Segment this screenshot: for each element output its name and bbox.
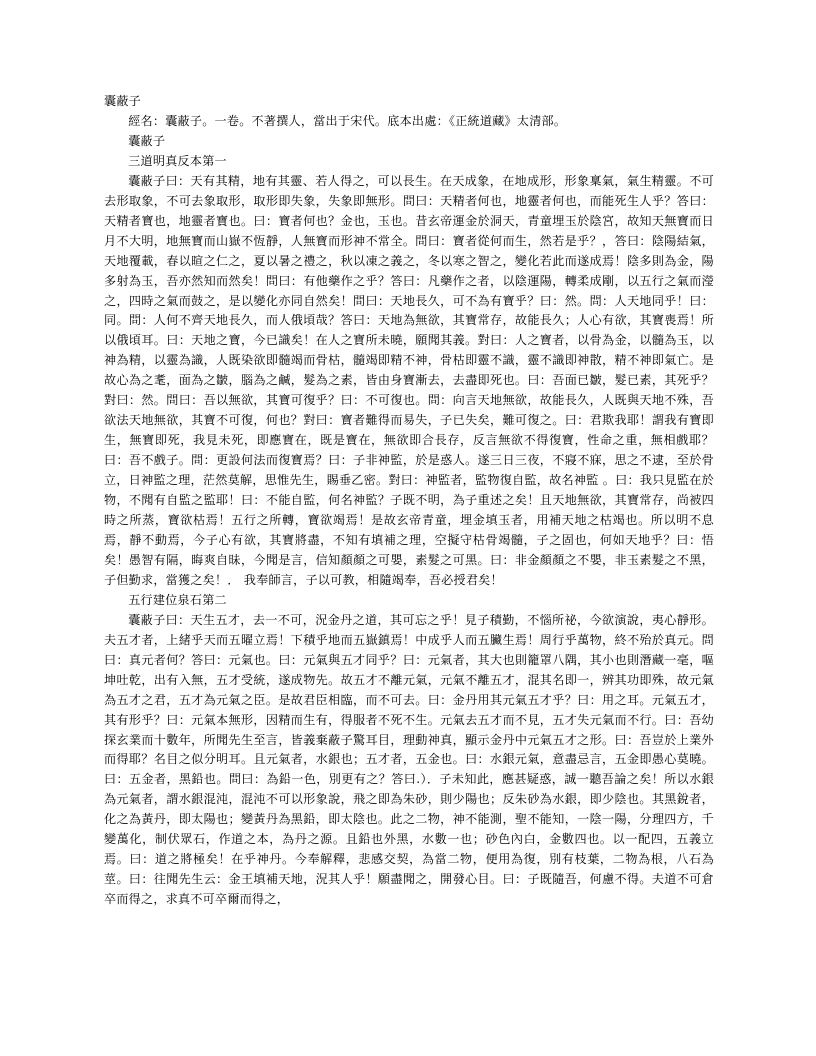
chapter-heading-two: 五行建位泉石第二 <box>128 592 227 607</box>
chapter-one-body: 囊蔽子曰：天有其精，地有其靈、若人得之，可以長生。在天成象，在地成形，形象稟氣，氣生精靈。不可去形取象，不可去象取形，取形即失象，失象即無形。問曰：天精者何也，地靈者何也，而能死生人乎？答曰：天精者寶也，地靈者寶也。曰：寶者何也？金也，玉也。昔玄帝運金於洞天，青童埋玉於陰宮，故知天無寶而日月不大明，地無寶而山嶽不恆靜，人無寶而形神不常全。問曰：寶者從何而生，然若是乎？，答曰：陰陽結氣，天地覆載，春以暄之仁之，夏以暑之禮之，秋以凍之義之，冬以寒之智之，變化若此而遂成焉！陰多則為金，陽多射為玉，吾亦然知而然矣！問曰：有他藥作之乎？答曰：凡藥作之者，以陰運陽，轉柔成剛，以五行之氣而瀅之，四時之氣而鼓之，是以變化亦同自然矣！問曰：天地長久，可不為有寶乎？曰：然。問：人天地同乎！曰：同。問：人何不齊天地長久，而人俄頃哉？答曰：天地為無欲，其寶常存，故能長久；人心有欲，其寶喪焉！所以俄頃耳。曰：天地之寶，今已識矣！在人之寶所未曉，願聞其義。對曰：人之寶者，以骨為金，以髓為玉，以神為精，以靈為識，人既染欲即髓竭而骨枯，髓竭即精不神，骨枯即靈不識，靈不識即神散，精不神即氣亡。是故心為之耄，面為之皺，腦為之鹹，髮為之素，皆由身寶漸去，去盡即死也。曰：吾面已皺，髮已素，其死乎？對曰：然。問曰：吾以無欲，其寶可復乎？曰：不可復也。問：向言天地無欲，故能長久，人既與天地不殊，吾欲法天地無欲，其寶不可復，何也？對曰：寶者難得而易失，子已失矣，難可復之。曰：君欺我耶！謂我有寶即生，無寶即死，我見未死，即應寶在，既是寶在，無欲即合長存，反言無欲不得復寶，性命之重，無相戲耶？曰：吾不戲子。問：更設何法而復寶焉？曰：子非神監，於是惑人。遂三日三夜，不寢不寐，思之不逮，至於骨立，日神監之理，茫然莫解，思惟先生，賜垂乙密。對曰：神監者，監物復自監，故名神監 。曰：我只見監在於物，不聞有自監之監耶！曰：不能自監，何名神監？子既不明，為子重述之矣！且天地無欲，其寶常存，尚被四時之所蒸，寶欲枯焉！五行之所轉，寶欲竭焉！是故玄帝青童，埋金填玉者，用補天地之枯竭也。所以明不息焉，靜不動焉，今子心有欲，其寶將盡，不知有填補之理，空擬守枯骨竭髓，子之固也，何如天地乎？曰：悟矣！愚智有隔，晦爽自昧，今聞是言，信知顏顏之可嬰，素髮之可黑。曰：非金顏顏之不嬰，非玉素髮之不黑，子但勤求，當獲之矣！． 我奉師言，子以可教，相隨竭奉，吾必授君矣！ <box>104 173 714 587</box>
document-title: 囊蔽子 <box>104 94 142 108</box>
chapter-heading-one: 三道明真反本第一 <box>128 153 227 168</box>
chapter-two-body: 囊蔽子曰：天生五才，去一不可，況金丹之道，其可忘之乎！見子積勤，不惱所祕，今欲演說，夷心靜形。夫五才者，上緒乎天而五曜立焉！下積乎地而五嶽鎮焉！中成乎人而五臟生焉！周行乎萬物，終不殆於真元。問曰：真元者何？答曰：元氣也。曰：元氣與五才同乎？曰：元氣者，其大也則籠罩八隅，其小也則潛藏一毫，嘔坤吐乾，出有入無，五才受統，遂成物先。故五才不離元氣，元氣不離五才，混其名即一，辨其功即殊，故元氣為五才之君，五才為元氣之臣。是故君臣相臨，而不可去。曰：金丹用其元氣五才乎？曰：用之耳。元氣五才，其有形乎？曰：元氣本無形，因精而生有，得服者不死不生。元氣去五才而不見，五才失元氣而不行。曰：吾幼探玄業而十數年，所聞先生至言，皆義棄蔽子驚耳目，理動神真，顯示金丹中元氣五才之形。曰：吾豈於上業外而得耶？名目之似分明耳。且元氣者，水銀也；五才者，五金也。曰：水銀元氣，意盡忌言，五金即愚心莫曉。曰：五金者，黑鉛也。問曰：為鉛一色，別更有之？答曰.）．子未知此，應甚疑惑，誠一聽吾論之矣！所以水銀為元氣者，謂水銀混沌，混沌不可以形象說，飛之即為朱砂，則少陽也；反朱砂為水銀，即少陰也。其黑銳者，化之為黃丹，即太陽也；變黃丹為黑鉛，即太陰也。此之二物，神不能測，聖不能知，一陰一陽，分理四方，千變萬化，制伏眾石，作道之本，為丹之源。且鉛也外黑，水數一也；砂色內白，金數四也。以一配四，五義立焉。曰：道之將極矣！在乎神丹。今奉解釋，悲感交契，為當二物，便用為復，別有枝葉，二物為根，八石為莖。曰：往聞先生云：金王填補天地，況其人乎！願盡聞之，開發心目。曰：子既隨吾，何慮不得。夫道不可倉卒而得之，求真不可卒爾而得之， <box>104 612 714 907</box>
text-column <box>104 92 714 910</box>
inner-title-line: 囊蔽子 <box>128 133 166 148</box>
scripture-info-line: 經名：囊蔽子。一卷。不著撰人，當出于宋代。底本出處：《正統道藏》太清部。 <box>128 113 567 128</box>
